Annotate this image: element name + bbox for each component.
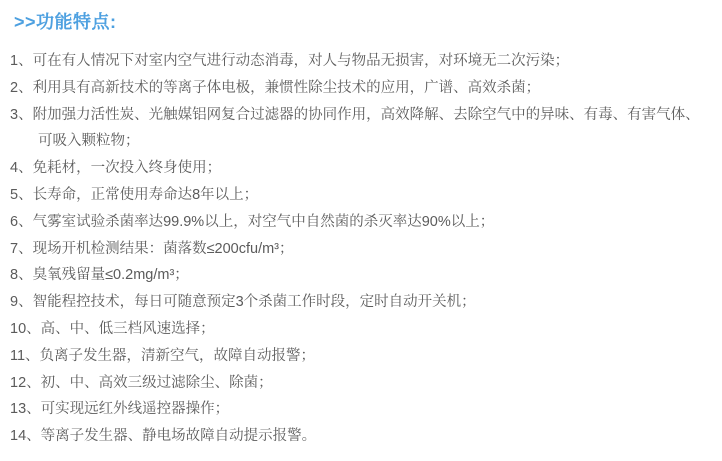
item-number: 13、 <box>10 401 41 418</box>
item-number: 3、 <box>10 106 33 123</box>
item-number: 12、 <box>10 374 41 391</box>
item-number: 10、 <box>10 320 41 337</box>
item-text: 免耗材，一次投入终身使用； <box>32 160 222 177</box>
item-number: 2、 <box>10 79 33 96</box>
item-number: 6、 <box>10 213 33 230</box>
item-number: 11、 <box>10 347 40 364</box>
feature-item-10 <box>10 316 710 343</box>
item-text: 负离子发生器，清新空气，故障自动报警； <box>39 347 316 364</box>
section-title: >>功能特点: <box>14 12 117 32</box>
item-text: 初、中、高效三级过滤除尘、除菌； <box>40 374 273 391</box>
feature-item-8 <box>10 262 710 289</box>
feature-item-4 <box>10 155 710 182</box>
feature-item-2 <box>10 75 710 102</box>
feature-item-13 <box>10 396 710 423</box>
item-text: 可在有人情况下对室内空气进行动态消毒，对人与物品无损害，对环境无二次污染； <box>32 53 570 69</box>
item-number: 9、 <box>10 294 33 311</box>
item-number: 1、 <box>10 53 33 69</box>
item-text: 臭氧残留量≤0.2mg/m³； <box>32 267 189 284</box>
item-text: 利用具有高新技术的等离子体电极，兼惯性除尘技术的应用，广谱、高效杀菌； <box>32 79 541 96</box>
item-number: 5、 <box>10 186 33 203</box>
feature-item-7 <box>10 236 710 263</box>
item-text: 高、中、低三档风速选择； <box>40 320 215 337</box>
item-text: 长寿命，正常使用寿命达8年以上； <box>32 186 259 203</box>
feature-item-9 <box>10 289 710 316</box>
feature-item-3 <box>10 102 710 156</box>
feature-item-11 <box>10 343 710 370</box>
feature-item-1 <box>10 48 710 75</box>
item-number: 4、 <box>10 160 33 177</box>
item-text: 气雾室试验杀菌率达99.9%以上，对空气中自然菌的杀灭率达90%以上； <box>32 213 495 230</box>
feature-item-14 <box>10 423 710 450</box>
feature-item-6 <box>10 209 710 236</box>
item-text: 可实现远红外线遥控器操作； <box>40 401 230 418</box>
item-text: 现场开机检测结果：菌落数≤200cfu/m³； <box>32 240 294 257</box>
feature-item-12 <box>10 370 710 397</box>
item-text: 等离子发生器、静电场故障自动提示报警。 <box>40 428 317 445</box>
item-number: 8、 <box>10 267 33 284</box>
item-number: 14、 <box>10 428 41 445</box>
item-text: 智能程控技术，每日可随意预定3个杀菌工作时段，定时自动开关机； <box>32 294 476 311</box>
feature-item-5 <box>10 182 710 209</box>
item-number: 7、 <box>10 240 33 257</box>
item-text: 附加强力活性炭、光触媒铝网复合过滤器的协同作用，高效降解、去除空气中的异味、有毒、有害气体、可吸入颗粒物； <box>32 106 700 150</box>
features-list <box>10 48 710 450</box>
